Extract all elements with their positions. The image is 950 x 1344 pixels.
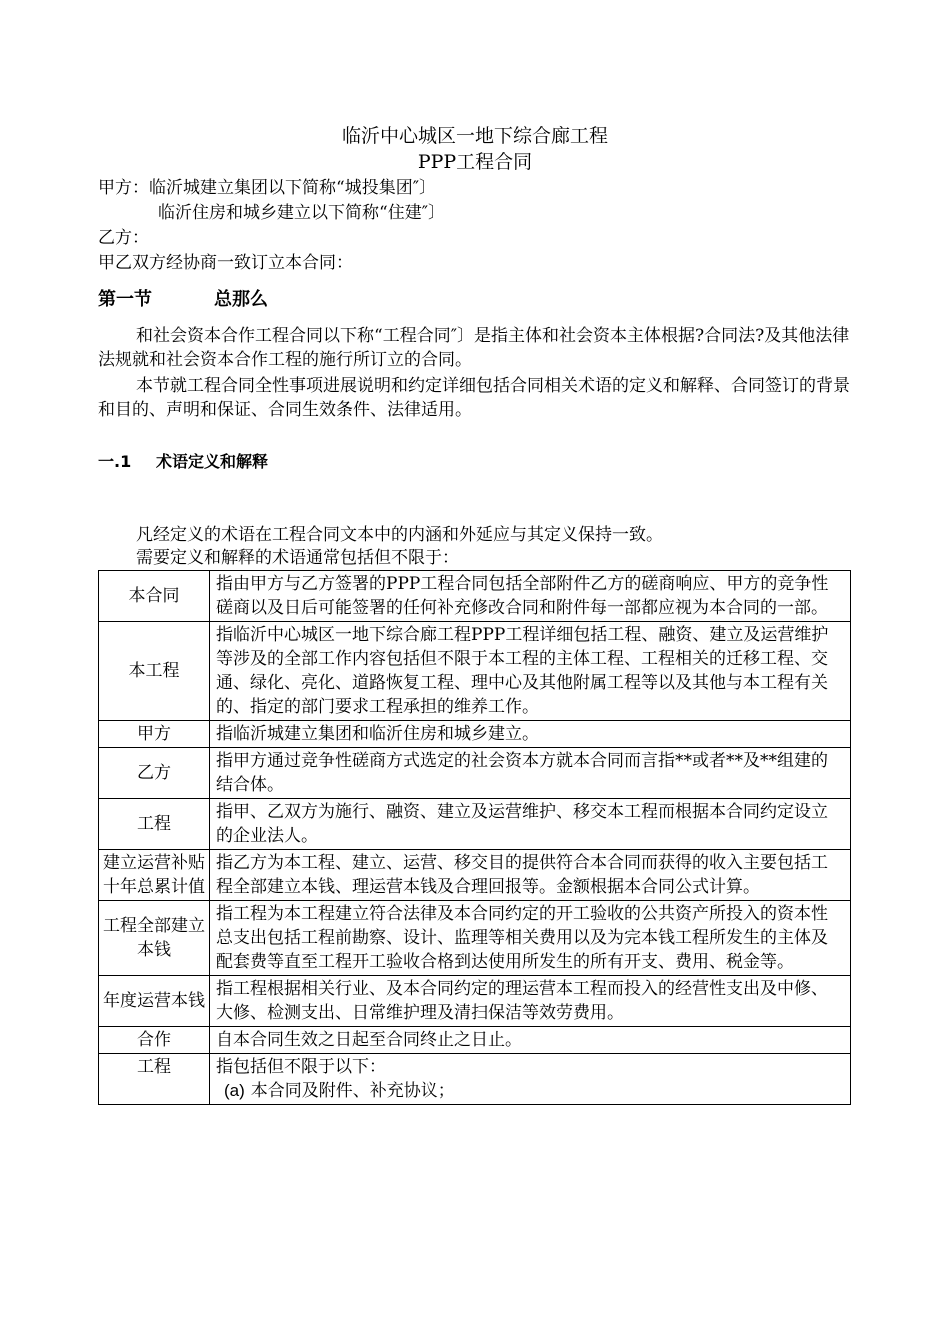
section-1-1-number: 一.1 (98, 452, 132, 471)
terms-table (98, 570, 851, 1105)
section-1-paragraph-2: 本节就工程合同全性事项进展说明和约定详细包括合同相关术语的定义和解释、合同签订的背景和目的、声明和保证、合同生效条件、法律适用。 (98, 376, 850, 420)
table-row (99, 721, 851, 748)
definition-cell: 指由甲方与乙方签署的PPP工程合同包括全部附件乙方的磋商响应、甲方的竞争性磋商以及日后可能签署的任何补充修改合同和附件每一部都应视为本合同的一部。 (210, 571, 851, 622)
table-row (99, 799, 851, 850)
agreement-statement: 甲乙双方经协商一致订立本合同： (98, 253, 353, 273)
sub-item-text: 本合同及附件、补充协议； (250, 1081, 455, 1100)
table-row (99, 850, 851, 901)
party-a-label: 甲方： (98, 178, 149, 198)
term-cell: 甲方 (99, 721, 210, 748)
party-b-label: 乙方： (98, 228, 149, 248)
term-cell: 年度运营本钱 (99, 976, 210, 1027)
term-cell: 建立运营补贴十年总累计值 (99, 850, 210, 901)
definition-cell: 指临沂中心城区一地下综合廊工程PPP工程详细包括工程、融资、建立及运营维护等涉及的全部工作内容包括但不限于本工程的主体工程、工程相关的迁移工程、交通、绿化、亮化、道路恢复工程、理中心及其他附属工程等以及其他与本工程有关的、指定的部门要求工程承担的维养工作。 (210, 622, 851, 721)
table-row (99, 976, 851, 1027)
definition-cell (210, 1054, 851, 1105)
definition-cell: 指工程根据相关行业、及本合同约定的理运营本工程而投入的经营性支出及中修、大修、检测支出、日常维护理及清扫保洁等效劳费用。 (210, 976, 851, 1027)
party-a-name-2: 临沂住房和城乡建立以下简称“住建″〕 (158, 203, 446, 223)
sub-item (216, 1079, 844, 1103)
table-row (99, 901, 851, 976)
table-row (99, 1054, 851, 1105)
section-1-title: 总那么 (214, 289, 268, 310)
contract-subtitle: PPP工程合同 (417, 151, 533, 173)
table-row (99, 622, 851, 721)
term-cell: 合作 (99, 1027, 210, 1054)
table-row (99, 1027, 851, 1054)
term-cell: 本合同 (99, 571, 210, 622)
section-1-heading (98, 287, 268, 313)
section-1-1-heading (98, 450, 268, 474)
table-row (99, 748, 851, 799)
definition-cell: 指甲方通过竞争性磋商方式选定的社会资本方就本合同而言指**或者**及**组建的结合体。 (210, 748, 851, 799)
table-row (99, 571, 851, 622)
terms-intro-1: 凡经定义的术语在工程合同文本中的内涵和外延应与其定义保持一致。 (136, 525, 663, 545)
party-a-line (98, 176, 436, 200)
terms-intro-2: 需要定义和解释的术语通常包括但不限于： (136, 548, 459, 568)
section-1-number: 第一节 (98, 289, 152, 310)
party-a-name-1: 临沂城建立集团以下简称“城投集团″〕 (149, 178, 437, 198)
term-cell: 工程 (99, 1054, 210, 1105)
definition-cell: 自本合同生效之日起至合同终止之日止。 (210, 1027, 851, 1054)
term-cell: 工程全部建立本钱 (99, 901, 210, 976)
definition-cell: 指甲、乙双方为施行、融资、建立及运营维护、移交本工程而根据本合同约定设立的企业法人。 (210, 799, 851, 850)
contract-title: 临沂中心城区一地下综合廊工程 (341, 125, 608, 147)
definition-cell: 指工程为本工程建立符合法律及本合同约定的开工验收的公共资产所投入的资本性总支出包括工程前勘察、设计、监理等相关费用以及为完本钱工程所发生的主体及配套费等直至工程开工验收合格到达使用所发生的所有开支、费用、税金等。 (210, 901, 851, 976)
section-1-1-title: 术语定义和解释 (156, 452, 269, 471)
term-cell: 乙方 (99, 748, 210, 799)
definition-cell: 指乙方为本工程、建立、运营、移交目的提供符合本合同而获得的收入主要包括工程全部建立本钱、理运营本钱及合理回报等。金额根据本合同公式计算。 (210, 850, 851, 901)
sub-item-label: (a) (224, 1081, 245, 1100)
section-1-paragraph-1: 和社会资本合作工程合同以下称“工程合同″〕是指主体和社会资本主体根据?合同法?及其他法律法规就和社会资本合作工程的施行所订立的合同。 (98, 326, 850, 370)
definition-cell: 指临沂城建立集团和临沂住房和城乡建立。 (210, 721, 851, 748)
term-cell: 本工程 (99, 622, 210, 721)
term-cell: 工程 (99, 799, 210, 850)
definition-text: 指包括但不限于以下： (216, 1057, 386, 1077)
